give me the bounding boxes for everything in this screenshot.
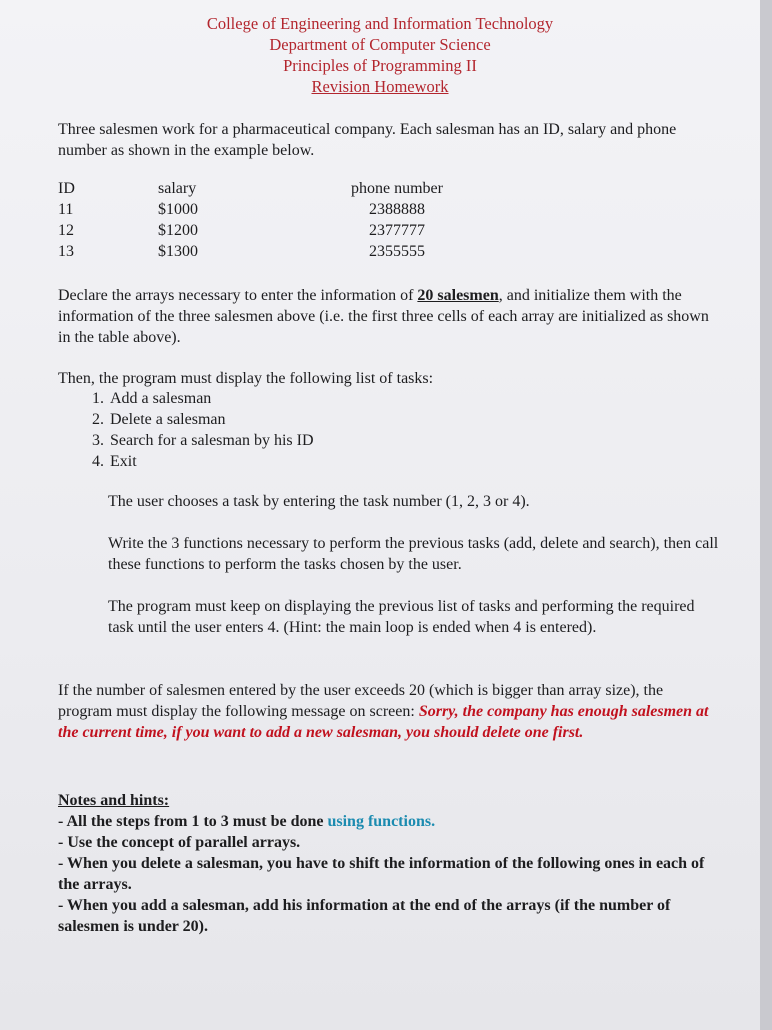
college-name: College of Engineering and Information Technology bbox=[206, 14, 554, 33]
note-item: - When you delete a salesman, you have to shift the information of the following ones in each of the arrays. bbox=[58, 855, 705, 893]
exceed-paragraph bbox=[58, 680, 718, 743]
note-highlight: using functions. bbox=[327, 813, 436, 830]
department-name: Department of Computer Science bbox=[269, 35, 491, 54]
note-item bbox=[58, 811, 718, 832]
salesmen-table bbox=[58, 178, 478, 268]
note-item: - When you add a salesman, add his information at the end of the arrays (if the number of salesmen is under 20). bbox=[58, 897, 671, 935]
choose-paragraph: The user chooses a task by entering the task number (1, 2, 3 or 4). bbox=[108, 493, 530, 510]
declare-text-end: , and initialize them with the information of the three salesmen above (i.e. the first three cells of each array are initialized as shown in the table above). bbox=[58, 287, 709, 346]
table-cell: 2377777 bbox=[369, 222, 425, 239]
notes-title: Notes and hints: bbox=[58, 792, 170, 809]
table-cell: $1200 bbox=[158, 222, 198, 239]
table-header: phone number bbox=[351, 180, 443, 197]
document-title: Revision Homework bbox=[311, 77, 449, 96]
table-cell: $1300 bbox=[158, 243, 198, 260]
list-item: 1. Add a salesman bbox=[108, 388, 314, 409]
table-cell: 11 bbox=[58, 201, 74, 218]
table-cell: $1000 bbox=[158, 201, 198, 218]
note-text: - All the steps from 1 to 3 must be done bbox=[58, 813, 328, 830]
table-header: ID bbox=[58, 180, 75, 197]
notes-section bbox=[58, 790, 718, 937]
warning-message: Sorry, the company has enough salesmen at the current time, if you want to add a new salesman, you should delete one first. bbox=[58, 703, 709, 741]
declare-paragraph bbox=[58, 285, 718, 348]
keep-paragraph: The program must keep on displaying the previous list of tasks and performing the required task until the user enters 4. (Hint: the main loop is ended when 4 is entered). bbox=[108, 598, 695, 636]
then-paragraph: Then, the program must display the following list of tasks: bbox=[58, 370, 434, 387]
exceed-text: If the number of salesmen entered by the user exceeds 20 (which is bigger than array size), the program must display the following message on screen: bbox=[58, 682, 664, 720]
table-column-phone bbox=[342, 178, 452, 262]
task-list bbox=[58, 388, 314, 472]
table-column-id bbox=[58, 178, 75, 262]
declare-emphasis: 20 salesmen bbox=[417, 287, 499, 304]
list-item: 3. Search for a salesman by his ID bbox=[108, 430, 314, 451]
table-cell: 2388888 bbox=[369, 201, 425, 218]
list-item: 2. Delete a salesman bbox=[108, 409, 314, 430]
document-header bbox=[0, 13, 760, 97]
table-column-salary bbox=[158, 178, 198, 262]
table-header: salary bbox=[158, 180, 197, 197]
course-name: Principles of Programming II bbox=[283, 56, 477, 75]
table-cell: 13 bbox=[58, 243, 74, 260]
list-item: 4. Exit bbox=[108, 451, 314, 472]
table-cell: 2355555 bbox=[369, 243, 425, 260]
page-edge bbox=[760, 0, 772, 1030]
intro-paragraph: Three salesmen work for a pharmaceutical company. Each salesman has an ID, salary and phone number as shown in the example below. bbox=[58, 121, 677, 159]
write-paragraph: Write the 3 functions necessary to perform the previous tasks (add, delete and search), then call these functions to perform the tasks chosen by the user. bbox=[108, 535, 719, 573]
declare-text: Declare the arrays necessary to enter the information of bbox=[58, 287, 418, 304]
note-item: - Use the concept of parallel arrays. bbox=[58, 834, 301, 851]
table-cell: 12 bbox=[58, 222, 74, 239]
